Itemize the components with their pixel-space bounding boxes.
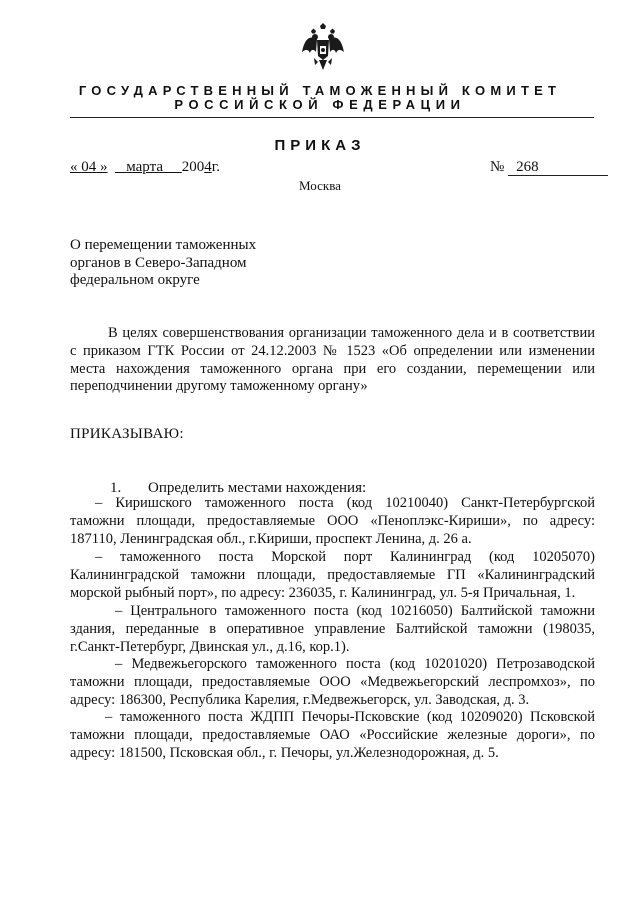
organization-name-line1: ГОСУДАРСТВЕННЫЙ ТАМОЖЕННЫЙ КОМИТЕТ	[78, 83, 562, 98]
header-divider	[70, 117, 594, 118]
number-value: 268	[508, 159, 608, 176]
number-label: №	[490, 159, 505, 175]
date-close-quote: »	[100, 159, 108, 175]
order-number	[490, 159, 608, 176]
organization-name-line2: РОССИЙСКОЙ ФЕДЕРАЦИИ	[174, 97, 466, 112]
document-title: ПРИКАЗ	[274, 137, 366, 154]
date-month: марта	[126, 159, 163, 175]
date-year-digit: 4	[204, 159, 212, 175]
location-item: – Центрального таможенного поста (код 10216050) Балтийской таможни здания, переданные в оперативное управление Балтийской таможни (198035, г.Санкт-Петербург, Двинская ул., д.16, кор.1).	[70, 603, 595, 655]
location-item: – Киришского таможенного поста (код 10210040) Санкт-Петербургской таможни площади, предоставляемые ООО «Пеноплэкс-Кириши», по адресу: 187110, Ленинградская обл., г.Кириши, проспект Ленина, д. 26 а.	[70, 495, 595, 547]
item-1-text: Определить местами нахождения:	[148, 480, 367, 496]
date-day: 04	[81, 159, 97, 175]
location-item: – таможенного поста ЖДПП Печоры-Псковские (код 10209020) Псковской таможни площади, предоставляемые ОАО «Российские железные дороги», по адресу: 181500, Псковская обл., г. Печоры, ул.Железнодорожная, д. 5.	[70, 709, 595, 761]
preamble-paragraph: В целях совершенствования организации таможенного дела и в соответствии с приказом ГТК России от 24.12.2003 № 1523 «Об определении или изменении места нахождения таможенного органа при его создании, перемещении или переподчинении другому таможенному органу»	[70, 325, 595, 395]
date-open-quote: «	[70, 159, 78, 175]
order-date	[70, 159, 220, 176]
date-year-prefix: 200	[181, 159, 205, 175]
location-item: – таможенного поста Морской порт Калининград (код 10205070) Калининградской таможни площади, предоставляемые ГП «Калининградский морской рыбный порт», по адресу: 236035, г. Калининград, ул. 5-я Причальная, 1.	[70, 549, 595, 601]
city: Москва	[299, 178, 341, 193]
command-heading: ПРИКАЗЫВАЮ:	[70, 426, 184, 442]
location-item: – Медвежьегорского таможенного поста (код 10201020) Петрозаводской таможни площади, предоставляемые ООО «Медвежьегорский леспромхоз», по адресу: 186300, Республика Карелия, г.Медвежьегорск, ул. Заводская, д. 3.	[70, 656, 595, 708]
date-year-suffix: г.	[211, 159, 220, 175]
coat-of-arms-emblem	[300, 22, 346, 74]
order-subject: О перемещении таможенных органов в Северо-Западном федеральном округе	[70, 237, 257, 288]
item-1-number: 1.	[110, 480, 122, 496]
